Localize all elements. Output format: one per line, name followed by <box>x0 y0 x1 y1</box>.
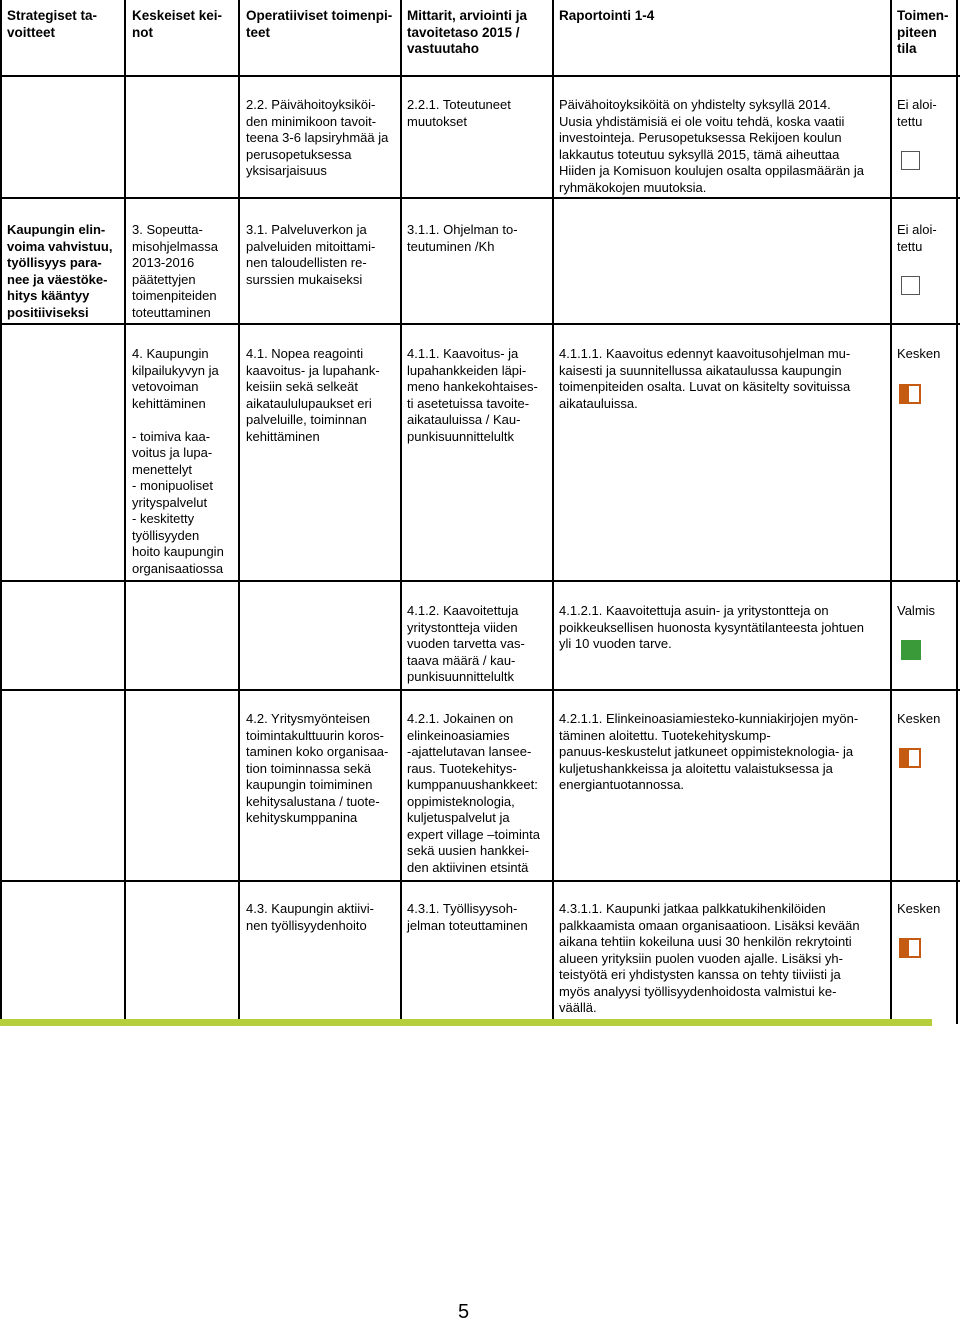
row-divider <box>0 689 960 691</box>
header-operative-actions: Operatiiviset toimenpi- teet <box>246 8 393 40</box>
row5-status-text: Kesken <box>897 711 941 726</box>
header-status: Toimen- piteen tila <box>897 8 949 56</box>
row1-status-text: Ei aloi- tettu <box>897 97 937 129</box>
column-divider <box>0 0 2 1024</box>
row-divider <box>0 880 960 882</box>
row6-status-text: Kesken <box>897 901 941 916</box>
row4-metric: 4.1.2. Kaavoitettuja yritystontteja viiden vuoden tarvetta vas- taava määrä / kau- punkisuunnittelultk <box>407 603 525 684</box>
row3-action: 4.1. Nopea reagointi kaavoitus- ja lupahank- keisiin sekä selkeät aikataululupaukset eri palveluille, toiminnan kehittäminen <box>246 346 380 444</box>
row2-action: 3.1. Palveluverkon ja palveluiden mitoittami- nen taloudellisten re- surssien mukaiseksi <box>246 222 376 287</box>
status-in-progress-icon <box>899 938 921 958</box>
row-divider <box>0 580 960 582</box>
row6-report: 4.3.1.1. Kaupunki jatkaa palkkatukihenkilöiden palkkaamista omaan organisaatioon. Lisäksi kevään aikana tehtiin kokeiluna uusi 30 henkilön rekrytointi alueen yrityksiin puolen vuoden ajalle. Lisäksi yh- teistyötä eri yhdistysten kanssa on tehty tiiviisti ja myös analyysi työllisyydenhoidosta valmistui ke- väällä. <box>559 901 860 1015</box>
row6-metric: 4.3.1. Työllisyysoh- jelman toteuttaminen <box>407 901 528 933</box>
row1-action: 2.2. Päivähoitoyksiköi- den minimikoon tavoit- teena 3-6 lapsiryhmää ja perusopetuksessa yksisarjaisuus <box>246 97 389 178</box>
header-strategic-goals: Strategiset ta- voitteet <box>7 8 98 40</box>
row5-metric: 4.2.1. Jokainen on elinkeinoasiamies -ajattelutavan lansee- raus. Tuotekehitys- kumppanuushankkeet: oppimisteknologia, kuljetuspalvelut ja expert village –toiminta sekä uusien hankkei- den aktiivinen etsintä <box>407 711 540 875</box>
row-divider <box>0 197 960 199</box>
column-divider <box>552 0 554 1024</box>
row4-status-text: Valmis <box>897 603 936 618</box>
row2-strategic-goal: Kaupungin elin- voima vahvistuu, työllisyys para- nee ja väestöke- hitys kääntyy positiiviseksi <box>7 222 113 320</box>
row2-key-means: 3. Sopeutta- misohjelmassa 2013-2016 päätettyjen toimenpiteiden toteuttaminen <box>132 222 218 320</box>
header-reporting: Raportointi 1-4 <box>559 8 655 23</box>
row2-metric: 3.1.1. Ohjelman to- teutuminen /Kh <box>407 222 518 254</box>
row6-action: 4.3. Kaupungin aktiivi- nen työllisyydenhoito <box>246 901 374 933</box>
status-not-started-icon <box>901 151 920 170</box>
row-divider <box>0 323 960 325</box>
header-metrics: Mittarit, arviointi ja tavoitetaso 2015 / vastuutaho <box>407 8 528 56</box>
row3-key-means: 4. Kaupungin kilpailukyvyn ja vetovoiman kehittäminen - toimiva kaa- voitus ja lupa- menettelyt - monipuoliset yrityspalvelut - keskitetty työllisyyden hoito kaupungin organisaatiossa <box>132 346 224 576</box>
row3-status-text: Kesken <box>897 346 941 361</box>
footer-accent-bar <box>0 1019 932 1026</box>
row4-report: 4.1.2.1. Kaavoitettuja asuin- ja yritystontteja on poikkeuksellisen huonosta kysyntätilanteesta johtuen yli 10 vuoden tarve. <box>559 603 864 651</box>
row5-report: 4.2.1.1. Elinkeinoasiamiesteko-kunniakirjojen myön- täminen aloitettu. Tuotekehityskump- panuus-keskustelut jatkuneet oppimisteknologia- ja kuljetushankkeissa ja aloitettu valaistuksessa ja energiantuotannossa. <box>559 711 859 792</box>
status-in-progress-icon <box>899 748 921 768</box>
row3-report: 4.1.1.1. Kaavoitus edennyt kaavoitusohjelman mu- kaisesti ja suunnitellussa aikataulussa kaupungin toimenpiteiden osalta. Luvat on käsitelty sovituissa aikatauluissa. <box>559 346 851 411</box>
column-divider <box>956 0 958 1024</box>
column-divider <box>124 0 126 1024</box>
row1-report: Päivähoitoyksiköitä on yhdistelty syksyllä 2014. Uusia yhdistämisiä ei ole voitu tehdä, koska vaatii investointeja. Perusopetuksessa Rekijoen koulun lakkautus toteutuu syksyllä 2015, tämä aiheuttaa Hiiden ja Komisuon koulujen osalta oppilasmäärän ja ryhmäkokojen muutoksia. <box>559 97 864 195</box>
row-divider <box>0 75 960 77</box>
row3-metric: 4.1.1. Kaavoitus- ja lupahankkeiden läpi- meno hankekohtaises- ti asetetuissa tavoite- aikatauluissa / Kau- punkisuunnittelultk <box>407 346 538 444</box>
status-not-started-icon <box>901 276 920 295</box>
row1-metric: 2.2.1. Toteutuneet muutokset <box>407 97 511 129</box>
status-done-icon <box>901 640 921 660</box>
header-key-means: Keskeiset kei- not <box>132 8 223 40</box>
row5-action: 4.2. Yritysmyönteisen toimintakulttuurin koros- taminen koko organisaa- tion toiminnassa sekä kaupungin toimiminen kehitysalustana / tuote- kehityskumppanina <box>246 711 389 825</box>
status-in-progress-icon <box>899 384 921 404</box>
page-number: 5 <box>458 1301 470 1323</box>
row2-status-text: Ei aloi- tettu <box>897 222 937 254</box>
